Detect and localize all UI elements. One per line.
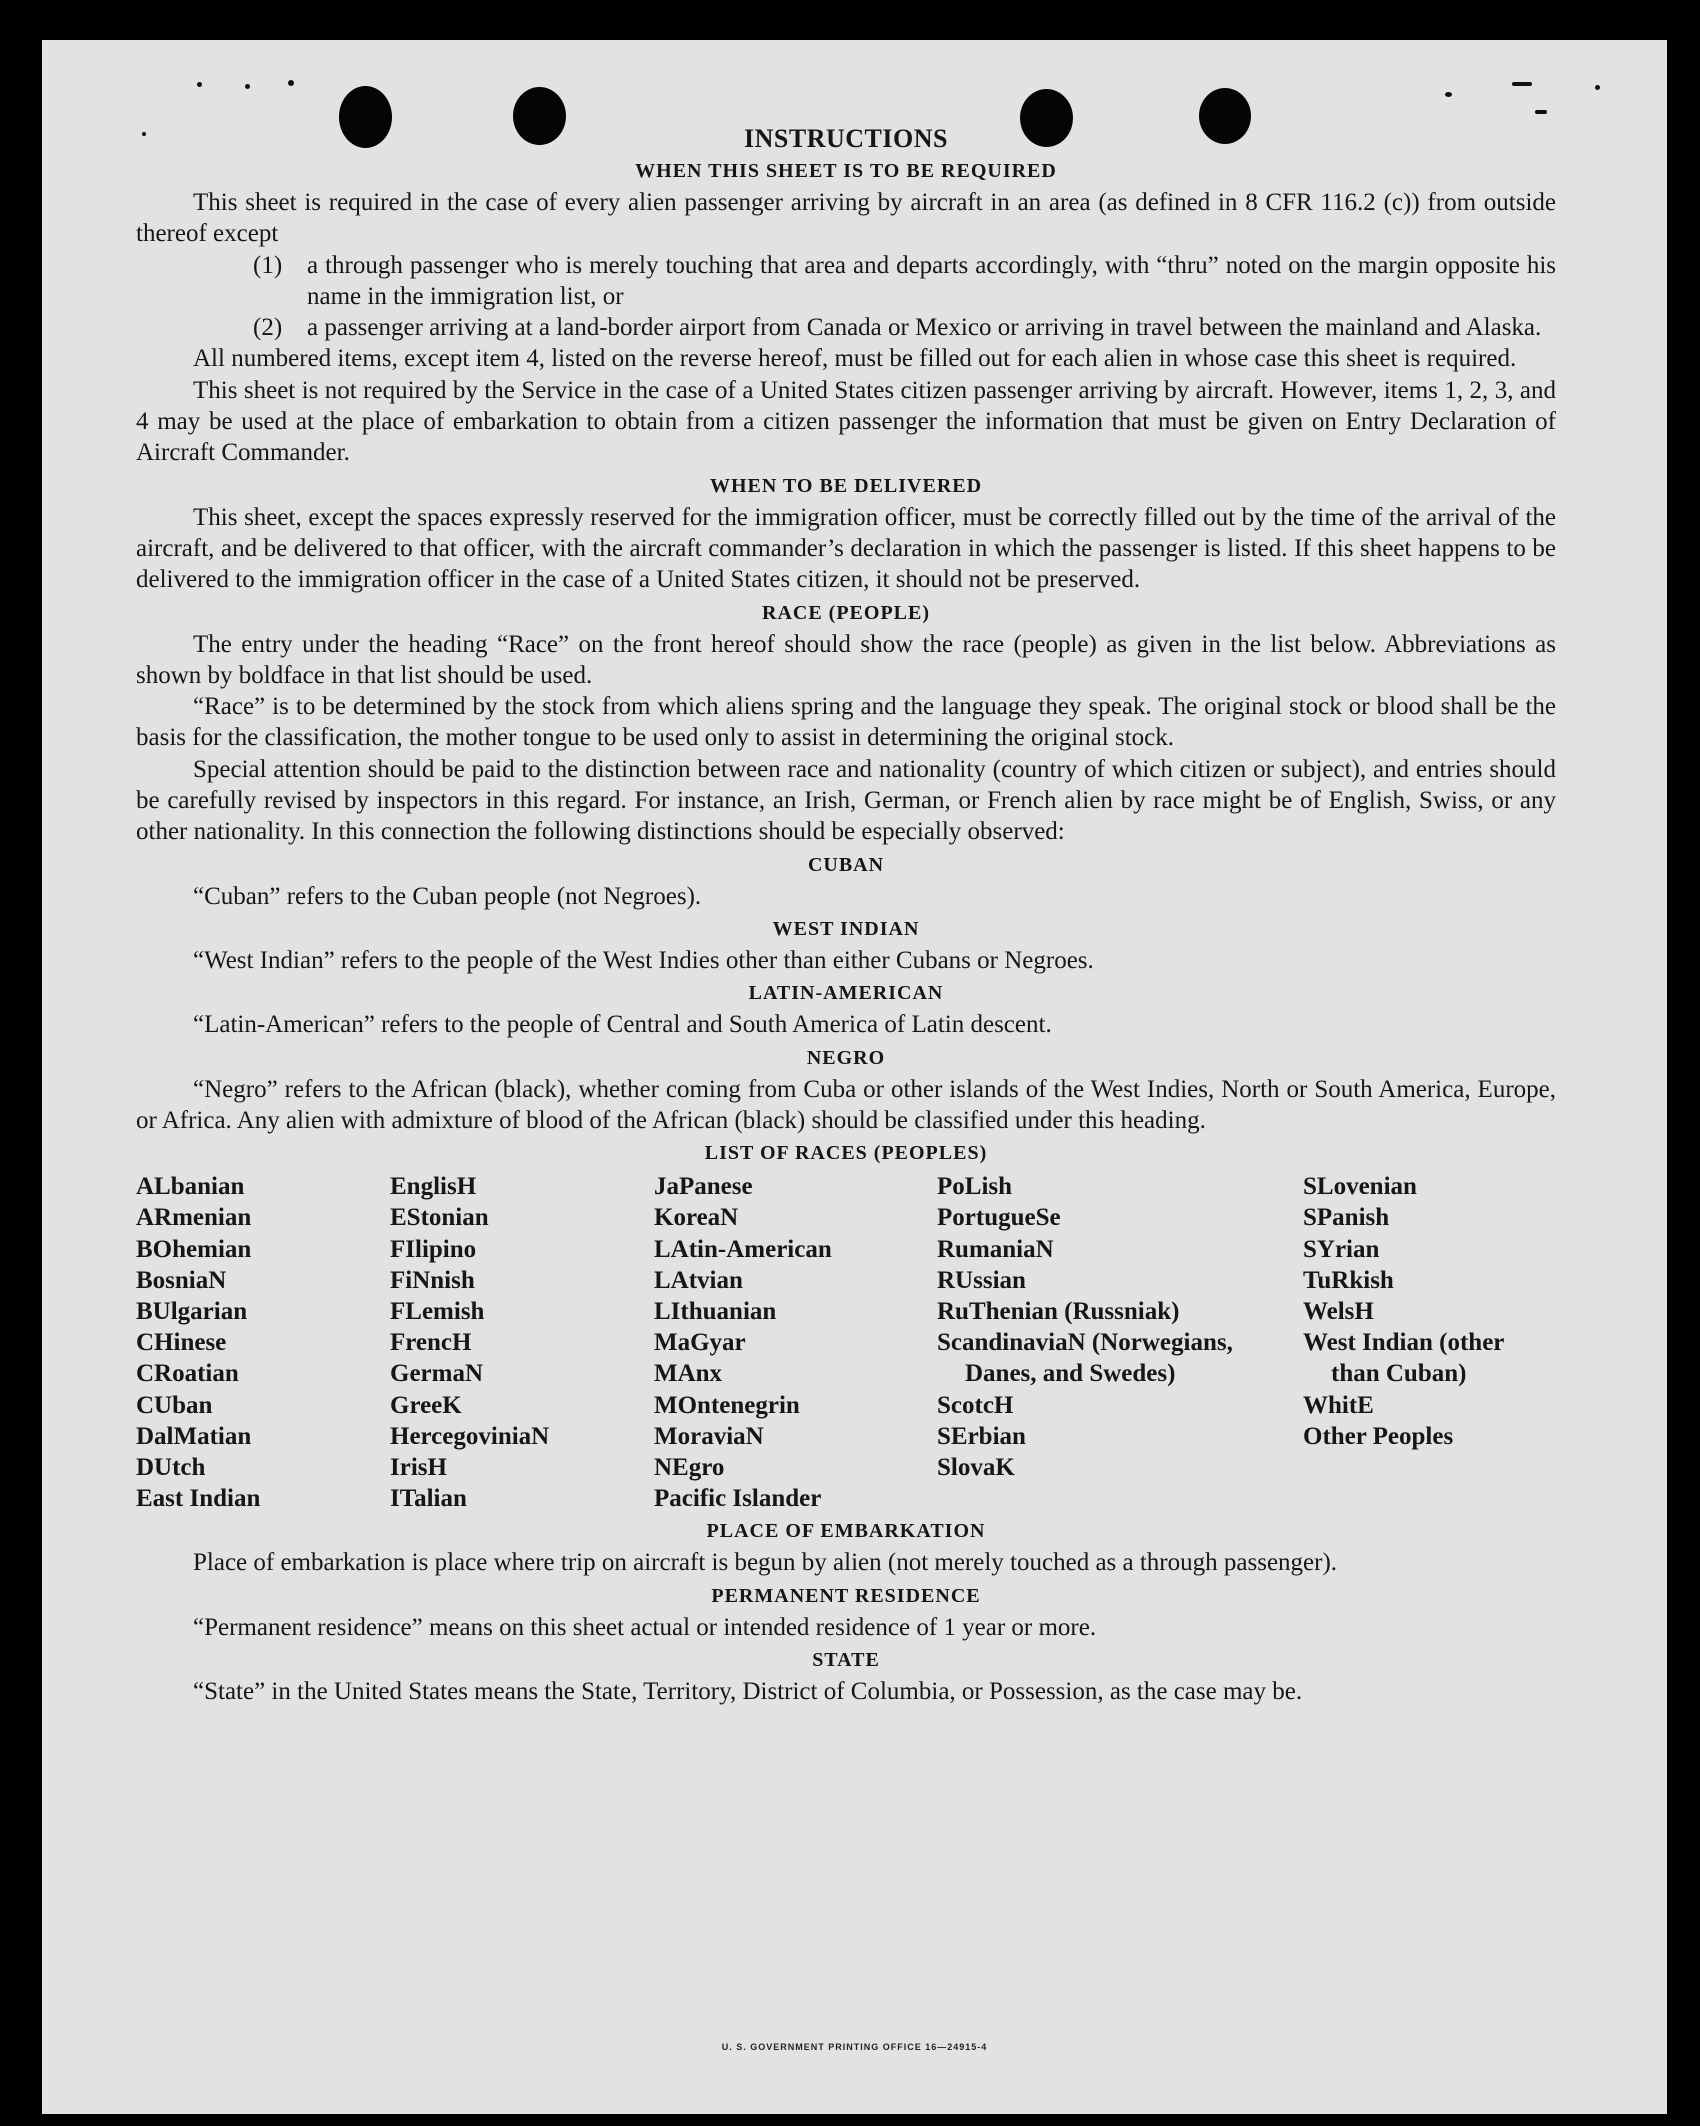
race-entry: WelsH [1303,1297,1374,1325]
race-list [136,1171,1556,1514]
race-entry: NEgro [654,1453,725,1481]
speck [197,82,202,87]
race-entry: GermaN [390,1360,484,1388]
race-entry: FIlipino [390,1235,477,1263]
race-paragraph-3: Special attention should be paid to the distinction between race and nationality (country of which citizen or subject), and entries should be carefully revised by inspectors in this regard. For instance, an Irish, German, or French alien by race might be of English, Swiss, or any other nationality. In this connection the following distinctions should be especially observed: [136,755,1556,846]
race-entry: PoLish [937,1173,1013,1201]
race-entry: PortugueSe [937,1204,1061,1232]
exception-item-2 [253,312,1556,343]
race-entry: RuThenian (Russniak) [937,1297,1180,1325]
race-entry: Other Peoples [1303,1422,1454,1450]
race-entry: IrisH [390,1453,447,1481]
race-entry: GreeK [390,1391,462,1419]
race-entry: LIthuanian [654,1297,777,1325]
race-list-column-3 [654,1171,937,1514]
race-entry: East Indian [136,1485,261,1513]
race-entry: WhitE [1303,1391,1374,1419]
item-text: a passenger arriving at a land-border airport from Canada or Mexico or arriving in travel between the mainland and Alaska. [307,314,1542,342]
race-entry: RumaniaN [937,1235,1054,1263]
section-heading-cuban: CUBAN [807,853,885,876]
race-list-column-5 [1303,1171,1556,1514]
race-entry: West Indian (other than Cuban) [1303,1329,1504,1388]
section-heading-delivered: WHEN TO BE DELIVERED [709,474,983,497]
section-heading-state: STATE [812,1648,880,1671]
residence-definition: “Permanent residence” means on this sheet actual or intended residence of 1 year or more. [193,1613,1097,1641]
section-heading-race: RACE (PEOPLE) [762,601,930,624]
race-entry: HercegoviniaN [390,1422,550,1450]
item-number: (2) [253,314,283,342]
race-entry: LAtin-American [654,1235,832,1263]
race-entry: ALbanian [136,1173,245,1201]
race-entry: CUban [136,1391,213,1419]
race-entry: CRoatian [136,1360,239,1388]
race-entry: MAnx [654,1360,723,1388]
item-text: a through passenger who is merely touching that area and departs accordingly, with “thru” noted on the margin opposite his name in the immigration list, or [307,251,1556,310]
race-paragraph-2: “Race” is to be determined by the stock from which aliens spring and the language they speak. The original stock or blood shall be the basis for the classification, the mother tongue to be used only to assist in determining the original stock. [136,693,1556,752]
race-entry: KoreaN [654,1204,739,1232]
state-definition: “State” in the United States means the State, Territory, District of Columbia, or Possession, as the case may be. [193,1677,1303,1705]
race-entry: MaGyar [654,1329,746,1357]
speck [1535,110,1547,114]
race-list-column-2 [390,1171,654,1514]
race-entry: JaPanese [654,1173,753,1201]
race-entry: FLemish [390,1297,485,1325]
section-heading-race-list: LIST OF RACES (PEOPLES) [704,1142,988,1165]
required-intro: This sheet is required in the case of every alien passenger arriving by aircraft in an area (as defined in 8 CFR 116.2 (c)) from outside thereof except [136,189,1556,248]
required-paragraph-2: All numbered items, except item 4, listed on the reverse hereof, must be filled out for each alien in whose case this sheet is required. [193,345,1517,373]
printer-imprint: U. S. GOVERNMENT PRINTING OFFICE 16—24915-4 [721,2042,988,2052]
race-entry: SYrian [1303,1235,1380,1263]
speck [1512,82,1532,86]
race-list-column-4 [937,1171,1303,1514]
delivered-paragraph: This sheet, except the spaces expressly reserved for the immigration officer, must be correctly filled out by the time of the arrival of the aircraft, and be delivered to that officer, with the aircraft commander’s declaration in which the passenger is listed. If this sheet happens to be delivered to the immigration officer in the case of a United States citizen, it should not be preserved. [136,503,1556,594]
race-entry: DalMatian [136,1422,252,1450]
race-entry: BosniaN [136,1266,227,1294]
race-entry: FrencH [390,1329,472,1357]
section-heading-latin-american: LATIN-AMERICAN [748,982,944,1005]
race-entry: SlovaK [937,1453,1015,1481]
race-entry: ScotcH [937,1391,1014,1419]
race-entry: ScandinaviaN (Norwegians, Danes, and Swedes) [937,1329,1233,1388]
race-entry: SErbian [937,1422,1026,1450]
race-entry: CHinese [136,1329,227,1357]
race-entry: BUlgarian [136,1297,248,1325]
race-entry: RUssian [937,1266,1026,1294]
race-entry: ARmenian [136,1204,252,1232]
race-entry: LAtvian [654,1266,743,1294]
west-indian-definition: “West Indian” refers to the people of the West Indies other than either Cubans or Negroes. [193,946,1094,974]
latin-american-definition: “Latin-American” refers to the people of Central and South America of Latin descent. [193,1011,1052,1039]
race-entry: Pacific Islander [654,1485,822,1513]
speck [288,80,294,86]
race-entry: TuRkish [1303,1266,1394,1294]
page-title: INSTRUCTIONS [744,124,948,153]
race-paragraph-1: The entry under the heading “Race” on the front hereof should show the race (people) as given in the list below. Abbreviations as shown by boldface in that list should be used. [136,630,1556,689]
section-heading-west-indian: WEST INDIAN [772,917,920,940]
speck [1445,92,1452,97]
speck [1595,85,1600,90]
section-heading-residence: PERMANENT RESIDENCE [711,1584,981,1607]
cuban-definition: “Cuban” refers to the Cuban people (not Negroes). [193,882,702,910]
race-entry: EStonian [390,1204,489,1232]
embarkation-definition: Place of embarkation is place where trip on aircraft is begun by alien (not merely touched as a through passenger). [193,1549,1338,1577]
required-paragraph-3: This sheet is not required by the Service in the case of a United States citizen passenger arriving by aircraft. However, items 1, 2, 3, and 4 may be used at the place of embarkation to obtain from a citizen passenger the information that must be given on Entry Declaration of Aircraft Commander. [136,376,1556,467]
section-heading-negro: NEGRO [806,1046,886,1069]
race-entry: EnglisH [390,1173,477,1201]
section-heading-embarkation: PLACE OF EMBARKATION [706,1520,986,1543]
race-entry: MOntenegrin [654,1391,800,1419]
instructions-body [136,122,1556,1707]
speck [245,84,250,89]
race-entry: BOhemian [136,1235,252,1263]
negro-definition: “Negro” refers to the African (black), whether coming from Cuba or other islands of the West Indies, North or South America, Europe, or Africa. Any alien with admixture of blood of the African (black) should be classified under this heading. [136,1075,1556,1134]
race-entry: FiNnish [390,1266,475,1294]
race-entry: SPanish [1303,1204,1390,1232]
race-list-column-1 [136,1171,390,1514]
section-heading-required: WHEN THIS SHEET IS TO BE REQUIRED [635,160,1057,182]
race-entry: DUtch [136,1453,206,1481]
race-entry: ITalian [390,1485,467,1513]
exception-item-1 [253,250,1556,313]
race-entry: SLovenian [1303,1173,1417,1201]
race-entry: MoraviaN [654,1422,764,1450]
item-number: (1) [253,251,283,279]
